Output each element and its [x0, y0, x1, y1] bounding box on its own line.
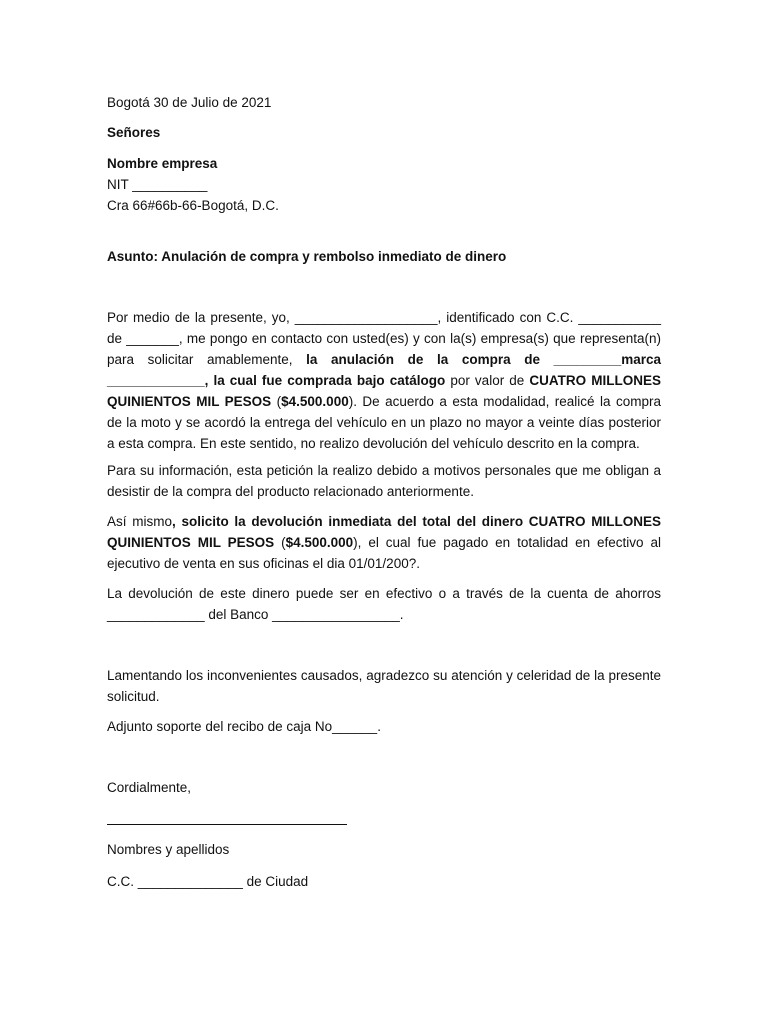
closing: Cordialmente, — [107, 780, 192, 795]
paragraph-request-text-2: por valor de — [445, 373, 530, 388]
paragraph-request-amount-words: CUATRO MILLONES QUINIENTOS MIL PESOS — [107, 373, 661, 409]
company-address: Cra 66#66b-66-Bogotá, D.C. — [107, 198, 279, 213]
company-nit: NIT __________ — [107, 177, 208, 192]
paragraph-reason: Para su información, esta petición la realizo debido a motivos personales que me obligan a desistir de la compra del producto relacionado anteriormente. — [107, 463, 661, 499]
paragraph-request-bold-1: la anulación de la compra de _________marca _____________, la cual fue comprada bajo catálogo — [107, 352, 661, 388]
paragraph-refund-amount: $4.500.000 — [285, 535, 354, 550]
paragraph-payment-method: La devolución de este dinero puede ser en efectivo o a través de la cuenta de ahorros _____________ del Banco _________________. — [107, 586, 661, 622]
paragraph-request-text-3: ( — [271, 394, 282, 409]
paragraph-request-amount: $4.500.000 — [281, 394, 349, 409]
paragraph-refund-text-2: ( — [274, 535, 286, 550]
paragraph-refund — [107, 511, 661, 574]
paragraph-request-text-4: ). De acuerdo a esta modalidad, realicé la compra de la moto y se acordó la entrega del vehículo en un plazo no mayor a veinte días posterior a esta compra. En este sentido, no realizo devolución del vehículo descrito en la compra. — [107, 394, 661, 451]
paragraph-refund-text-1: Así mismo — [107, 514, 172, 529]
company-name: Nombre empresa — [107, 156, 218, 171]
signature-name: Nombres y apellidos — [107, 842, 230, 857]
salutation: Señores — [107, 125, 161, 140]
signature-line — [107, 824, 347, 825]
paragraph-request-text-1: Por medio de la presente, yo, ___________________, identificado con C.C. ___________ de _______, me pongo en contacto con usted(es) y con la(s) empresa(s) que representa(n) para solicitar amablemente, — [107, 310, 661, 367]
letter-date: Bogotá 30 de Julio de 2021 — [107, 95, 272, 110]
attachment-note: Adjunto soporte del recibo de caja No______. — [107, 719, 381, 734]
letter-subject: Asunto: Anulación de compra y rembolso inmediato de dinero — [107, 249, 507, 264]
paragraph-request — [107, 307, 661, 454]
paragraph-thanks: Lamentando los inconvenientes causados, agradezco su atención y celeridad de la presente solicitud. — [107, 668, 661, 704]
paragraph-refund-text-3: ), el cual fue pagado en totalidad en efectivo al ejecutivo de venta en sus oficinas el dia 01/01/200?. — [107, 535, 662, 571]
signature-id: C.C. ______________ de Ciudad — [107, 874, 309, 889]
paragraph-refund-bold-1: , solicito la devolución inmediata del total del dinero CUATRO MILLONES QUINIENTOS MIL PESOS — [107, 514, 661, 550]
